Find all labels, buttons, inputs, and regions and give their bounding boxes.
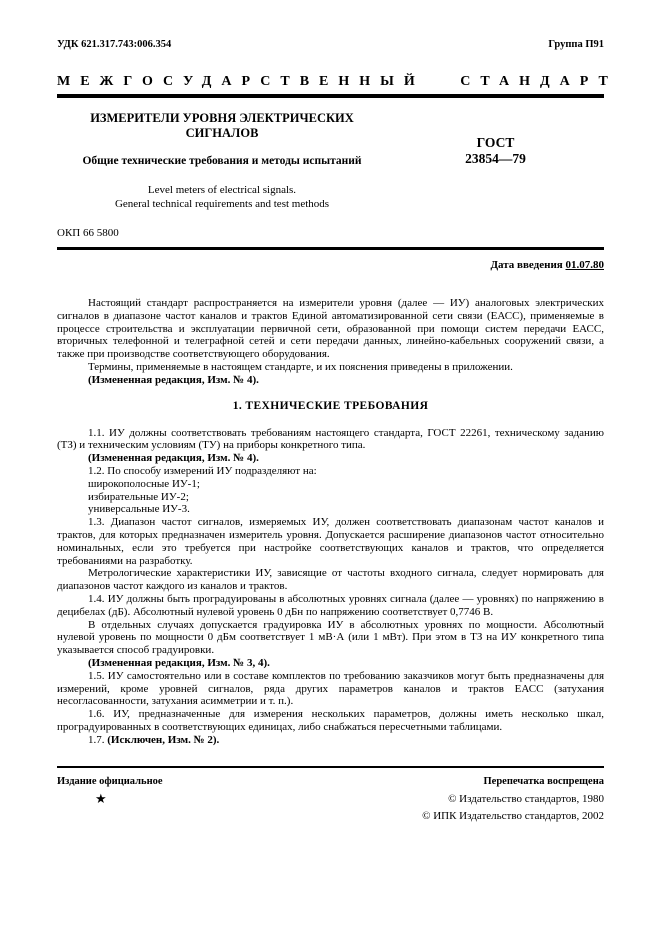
star-icon: ★ [95,791,107,806]
amendment-note: (Измененная редакция, Изм. № 4). [88,452,259,465]
clause-1-5: 1.5. ИУ самостоятельно или в составе комплектов по требованию заказчиков могут быть предназначены для измерений, кроме уровней сигналов, ряда других параметров каналов и трактов ЕАСС (затухания несогласованности, затухания асимметрии и т. п.). [57,669,604,708]
clause-number: 1.7. [88,733,108,746]
copyright-line-2002: © ИПК Издательство стандартов, 2002 [422,810,604,822]
document-subtitle: Общие технические требования и методы испытаний [82,155,362,167]
udk-code: УДК 621.317.743:006.354 [57,39,172,50]
title-divider [57,247,604,250]
gost-label: ГОСТ [476,135,515,150]
amendment-note: (Измененная редакция, Изм. № 4). [88,373,259,386]
copyright-line-1980: © Издательство стандартов, 1980 [448,793,604,805]
standard-type-banner: МЕЖГОСУДАРСТВЕННЫЙ СТАНДАРТ [57,74,618,89]
document-title: ИЗМЕРИТЕЛИ УРОВНЯ ЭЛЕКТРИЧЕСКИХ СИГНАЛОВ [90,111,354,140]
clause-1-7 [57,734,604,747]
excluded-note: (Исключен, Изм. № 2). [107,733,220,746]
list-item: широкополосные ИУ-1; [88,477,200,490]
list-item: универсальные ИУ-3. [88,503,190,516]
introduction-date [57,259,604,272]
gost-designation [387,111,604,211]
classification-row [57,38,604,52]
page-footer [57,766,604,825]
english-title [57,183,387,211]
clause-1-3: 1.3. Диапазон частот сигналов, измеряемых ИУ, должен соответствовать диапазонам частот каналов и трактов, для которых предназначен измеритель уровня. Допускается расширение диапазонов частот относительно номинальных, если это требуется при настройке соответствующих каналов и трактов, что определяется требованиями на разработку. [57,516,604,567]
clause-1-6: 1.6. ИУ, предназначенные для измерения нескольких параметров, должны иметь несколько шкал, проградуированных в соответствующих единицах, либо снабжаться пересчетными таблицами. [57,708,604,733]
english-title-line1: Level meters of electrical signals. [147,184,297,196]
amendment-note: (Измененная редакция, Изм. № 3, 4). [88,656,270,669]
footer-bottom-row [57,791,604,825]
group-code: Группа П91 [548,39,604,50]
footer-labels-row [57,775,604,788]
copyright-block [422,791,604,825]
list-item: избирательные ИУ-2; [88,490,189,503]
title-block [57,111,604,211]
reprint-prohibited-label: Перепечатка воспрещена [483,776,604,787]
intro-paragraph: Термины, применяемые в настоящем стандарте, и их пояснения приведены в приложении. [88,360,513,373]
clause-1-2: 1.2. По способу измерений ИУ подразделяют на: [88,464,317,477]
okp-code: ОКП 66 5800 [57,227,119,239]
footer-divider [57,766,604,768]
official-edition-label: Издание официальное [57,776,163,787]
clause-1-4-note: В отдельных случаях допускается градуировка ИУ в абсолютных уровнях по мощности. Абсолютный нулевой уровень по мощности 0 дБм соответствует 1 мВ·А (или 1 мВт). При этом в ТЗ на ИУ конкретного типа указывается способ градуировки. [57,618,604,657]
clause-1-1: 1.1. ИУ должны соответствовать требованиям настоящего стандарта, ГОСТ 22261, техническому заданию (ТЗ) и техническим условиям (ТУ) на приборы конкретного типа. [57,426,604,452]
english-title-line2: General technical requirements and test methods [114,198,330,210]
gost-number: 23854—79 [465,151,526,166]
clause-1-3-note: Метрологические характеристики ИУ, зависящие от частоты входного сигнала, следует нормировать для диапазонов частот каждого из каналов и трактов. [57,567,604,593]
intro-paragraph: Настоящий стандарт распространяется на измерители уровня (далее — ИУ) аналоговых электрических сигналов в диапазоне частот каналов и трактов Единой автоматизированной сети связи (ЕАСС), применяемые в процессе строительства и эксплуатации первичной сети, образованной при помощи систем передачи ЕАСС, вторичных телефонной и телеграфной сетей и сети передачи данных, линейно-кабельных сооружений связи, а также при производстве соответствующего оборудования. [57,297,604,361]
date-value: 01.07.80 [565,259,604,271]
document-body [57,297,604,747]
section-heading: 1. ТЕХНИЧЕСКИЕ ТРЕБОВАНИЯ [232,399,429,412]
clause-1-4: 1.4. ИУ должны быть проградуированы в абсолютных уровнях сигнала (далее — уровнях) по напряжению в децибелах (дБ). Абсолютный нулевой уровень 0 дБн по напряжению соответствует 0,7746 В. [57,592,604,618]
header-divider [57,94,604,98]
title-left-column [57,111,387,211]
date-label: Дата введения [490,259,566,271]
